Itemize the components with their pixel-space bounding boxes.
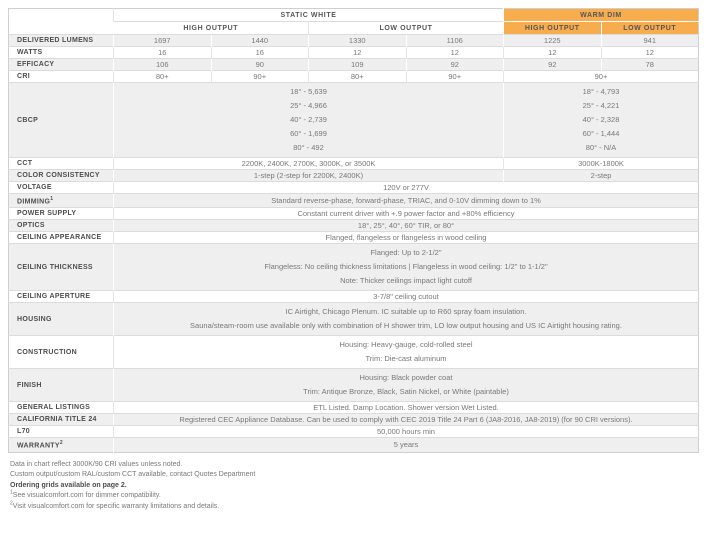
cbcp-static-line: 80° - 492 [293, 143, 324, 152]
cbcp-warm-line: 25° - 4,221 [582, 101, 620, 110]
warranty-label-text: WARRANTY [17, 442, 60, 450]
cbcp-static-line: 18° - 5,639 [290, 87, 327, 96]
static-high-output-header: HIGH OUTPUT [114, 22, 309, 35]
static-low-output-header: LOW OUTPUT [309, 22, 504, 35]
cell-optics: 18°, 25°, 40°, 60° TIR, or 80° [114, 220, 699, 232]
header-row-groups [9, 9, 699, 22]
cbcp-warm-line: 18° - 4,793 [582, 87, 620, 96]
cell-voltage: 120V or 277V [114, 182, 699, 194]
row-label-cri: CRI [9, 71, 114, 83]
row-finish [9, 369, 699, 402]
cell-general-listings: ETL Listed. Damp Location. Shower version Wet Listed. [114, 402, 699, 414]
cell-value: 90+ [406, 71, 504, 83]
row-cri [9, 71, 699, 83]
cell-cct-warm-dim: 3000K-1800K [504, 158, 699, 170]
row-l70 [9, 426, 699, 438]
row-watts [9, 47, 699, 59]
cell-ceiling-appearance: Flanged, flangeless or flangeless in wood ceiling [114, 232, 699, 244]
static-white-group-header: STATIC WHITE [114, 9, 504, 22]
row-label-watts: WATTS [9, 47, 114, 59]
finish-line: Housing: Black powder coat [359, 373, 453, 383]
finish-line: Trim: Antique Bronze, Black, Satin Nickel, or White (paintable) [303, 387, 509, 397]
housing-line: IC Airtight, Chicago Plenum. IC suitable up to R60 spray foam insulation. [285, 307, 527, 317]
ceiling-thickness-line: Note: Thicker ceilings impact light cutoff [340, 276, 472, 286]
row-optics [9, 220, 699, 232]
cell-value-warm-dim: 90+ [504, 71, 699, 83]
cell-value: 90+ [211, 71, 309, 83]
row-label-optics: OPTICS [9, 220, 114, 232]
cell-value: 92 [406, 59, 504, 71]
cbcp-warm-line: 80° - N/A [585, 143, 617, 152]
cell-value: 109 [309, 59, 407, 71]
cell-value: 80+ [309, 71, 407, 83]
row-warranty [9, 438, 699, 452]
row-label-finish: FINISH [9, 369, 114, 402]
row-label-delivered-lumens: DELIVERED LUMENS [9, 35, 114, 47]
cell-value: 1697 [114, 35, 212, 47]
construction-line: Housing: Heavy-gauge, cold-rolled steel [339, 340, 473, 350]
row-label-voltage: VOLTAGE [9, 182, 114, 194]
cell-value: 12 [309, 47, 407, 59]
row-label-power-supply: POWER SUPPLY [9, 208, 114, 220]
housing-line: Sauna/steam-room use available only with combination of H shower trim, LO low output housing and US IC Airtight housing rating. [190, 321, 622, 331]
row-cct [9, 158, 699, 170]
cell-california-title-24: Registered CEC Appliance Database. Can be used to comply with CEC 2019 Title 24 Part 6 (JA8-2016, JA8-2019) (for 90 CRI versions). [114, 414, 699, 426]
row-label-housing: HOUSING [9, 303, 114, 336]
cell-cct-static: 2200K, 2400K, 2700K, 3000K, or 3500K [114, 158, 504, 170]
footnote-dimmer-compatibility: $^1$See visualcomfort.com for dimmer compatibility. [10, 489, 161, 500]
row-label-california-title-24: CALIFORNIA TITLE 24 [9, 414, 114, 426]
cell-value: 12 [601, 47, 699, 59]
cell-ceiling-thickness [114, 244, 699, 291]
cbcp-static-line: 25° - 4,966 [290, 101, 327, 110]
cell-ceiling-aperture: 3-7/8" ceiling cutout [114, 291, 699, 303]
cell-value: 16 [211, 47, 309, 59]
cell-cbcp-static [114, 83, 504, 158]
row-label-cct: CCT [9, 158, 114, 170]
row-delivered-lumens [9, 35, 699, 47]
footnote-ordering-grids: Ordering grids available on page 2. [10, 481, 127, 489]
row-label-ceiling-thickness: CEILING THICKNESS [9, 244, 114, 291]
warranty-footnote-marker: 2 [59, 440, 63, 447]
row-label-ceiling-aperture: CEILING APERTURE [9, 291, 114, 303]
row-label-l70: L70 [9, 426, 114, 438]
cell-color-consistency-static: 1-step (2-step for 2200K, 2400K) [114, 170, 504, 182]
footnote-warranty-details: $^2$Visit visualcomfort.com for specific warranty limitations and details. [10, 500, 220, 510]
cell-value: 78 [601, 59, 699, 71]
row-label-warranty [9, 438, 114, 452]
row-california-title-24 [9, 414, 699, 426]
row-construction [9, 336, 699, 369]
cbcp-static-line: 60° - 1,699 [290, 129, 327, 138]
row-label-ceiling-appearance: CEILING APPEARANCE [9, 232, 114, 244]
row-label-color-consistency: COLOR CONSISTENCY [9, 170, 114, 182]
cell-color-consistency-warm-dim: 2-step [504, 170, 699, 182]
row-general-listings [9, 402, 699, 414]
cell-housing [114, 303, 699, 336]
row-label-dimming [9, 194, 114, 208]
cell-dimming: Standard reverse-phase, forward-phase, TRIAC, and 0-10V dimming down to 1% [114, 194, 699, 208]
cbcp-warm-line: 40° - 2,328 [582, 115, 620, 124]
cell-cbcp-warm-dim [504, 83, 699, 158]
cbcp-warm-line: 60° - 1,444 [582, 129, 620, 138]
construction-line: Trim: Die-cast aluminum [365, 354, 447, 364]
cell-value: 80+ [114, 71, 212, 83]
cell-value: 92 [504, 59, 602, 71]
row-ceiling-thickness [9, 244, 699, 291]
cell-power-supply: Constant current driver with +.9 power factor and +80% efficiency [114, 208, 699, 220]
warm-high-output-header: HIGH OUTPUT [504, 22, 602, 35]
cell-value: 1330 [309, 35, 407, 47]
ceiling-thickness-line: Flanged: Up to 2-1/2" [370, 248, 442, 258]
ceiling-thickness-line: Flangeless: No ceiling thickness limitations | Flangeless in wood ceiling: 1/2" to 1-1/2" [264, 262, 548, 272]
row-dimming [9, 194, 699, 208]
row-cbcp [9, 83, 699, 158]
spec-table [8, 8, 699, 453]
cbcp-static-line: 40° - 2,739 [290, 115, 327, 124]
footnote-marker-2: 2 [10, 500, 13, 507]
cell-finish [114, 369, 699, 402]
row-label-cbcp: CBCP [9, 83, 114, 158]
row-ceiling-appearance [9, 232, 699, 244]
row-label-general-listings: GENERAL LISTINGS [9, 402, 114, 414]
cell-value: 90 [211, 59, 309, 71]
cell-value: 1440 [211, 35, 309, 47]
row-power-supply [9, 208, 699, 220]
cell-value: 16 [114, 47, 212, 59]
cell-value: 12 [406, 47, 504, 59]
cell-value: 1225 [504, 35, 602, 47]
cell-l70: 50,000 hours min [114, 426, 699, 438]
cell-value: 941 [601, 35, 699, 47]
row-voltage [9, 182, 699, 194]
row-efficacy [9, 59, 699, 71]
cell-value: 106 [114, 59, 212, 71]
cell-value: 12 [504, 47, 602, 59]
warm-low-output-header: LOW OUTPUT [601, 22, 699, 35]
footnote-marker-1: 1 [10, 489, 13, 496]
row-color-consistency [9, 170, 699, 182]
dimming-footnote-marker: 1 [50, 196, 54, 202]
dimming-label-text: DIMMING [17, 198, 51, 206]
row-ceiling-aperture [9, 291, 699, 303]
row-label-efficacy: EFFICACY [9, 59, 114, 71]
footnotes [10, 460, 699, 513]
footnote-data-reflect: Data in chart reflect 3000K/90 CRI values unless noted. [10, 460, 183, 468]
corner-cell [9, 9, 114, 35]
cell-warranty: 5 years [114, 438, 699, 452]
footnote-custom-output: Custom output/custom RAL/custom CCT available, contact Quotes Department [10, 471, 256, 479]
row-label-construction: CONSTRUCTION [9, 336, 114, 369]
cell-construction [114, 336, 699, 369]
row-housing [9, 303, 699, 336]
warm-dim-group-header: WARM DIM [504, 9, 699, 22]
cell-value: 1106 [406, 35, 504, 47]
